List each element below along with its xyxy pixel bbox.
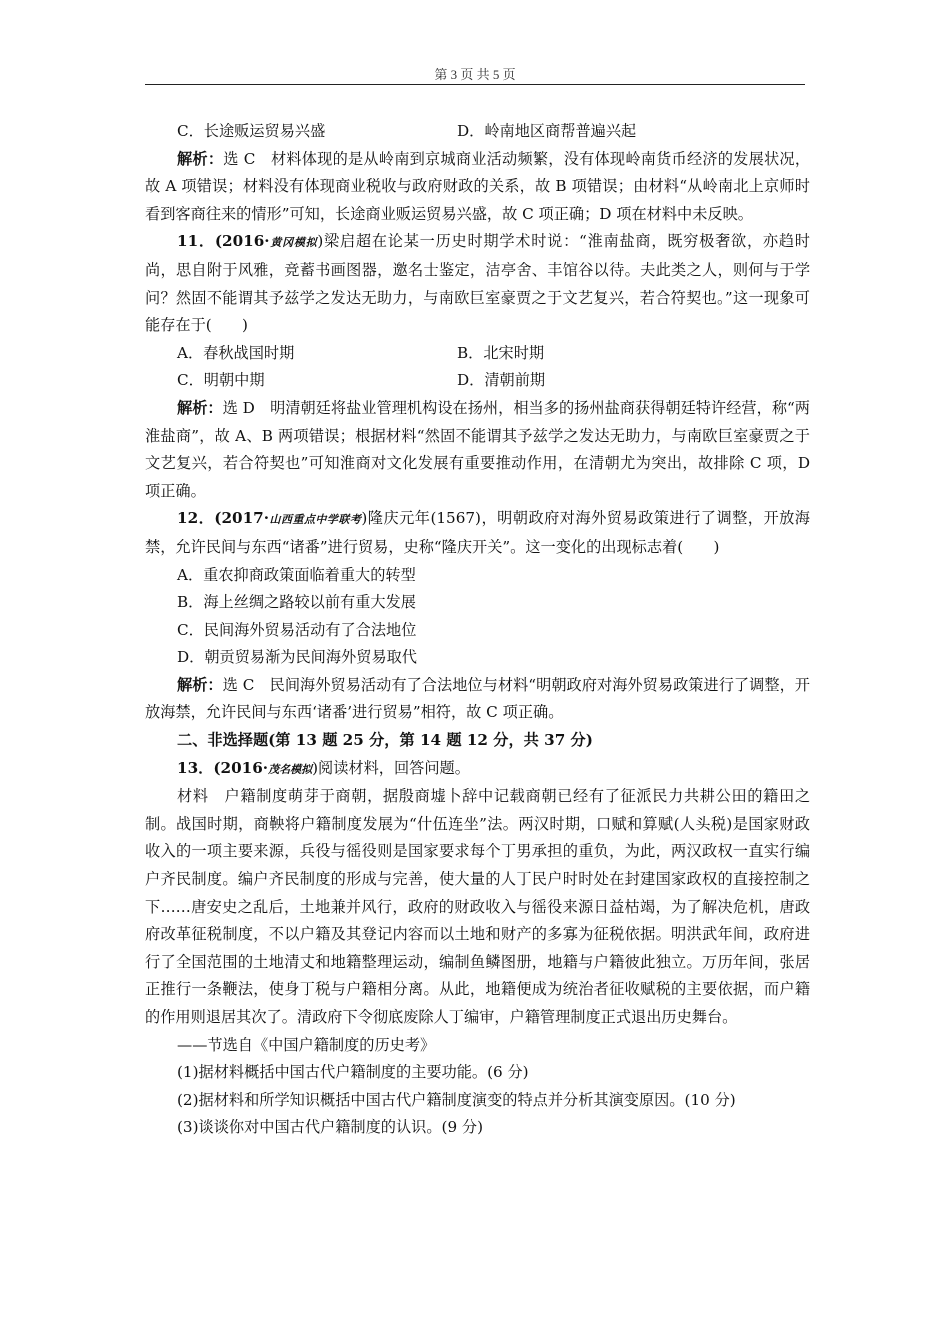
q13-citation: ——节选自《中国户籍制度的历史考》 — [177, 1035, 436, 1054]
q10-options-cd — [145, 118, 810, 146]
q13-stem-text: )阅读材料，回答问题。 — [312, 758, 470, 777]
q12-analysis-text: 选 C 民间海外贸易活动有了合法地位与材料“明朝政府对海外贸易政策进行了调整，开放海禁，允许民间与东西‘诸番’进行贸易”相符，故 C 项正确。 — [145, 675, 810, 722]
q12-option-b: B．海上丝绸之路较以前有重大发展 — [177, 593, 416, 612]
analysis-label: 解析： — [177, 398, 223, 417]
q11-source: 黄冈模拟 — [269, 236, 318, 250]
q13-stem — [145, 755, 810, 784]
q10-analysis-text: 选 C 材料体现的是从岭南到京城商业活动频繁，没有体现岭南货币经济的发展状况，故 A 项错误；材料没有体现商业税收与政府财政的关系，故 B 项错误；由材料“从岭南北上京师时看到客商往来的情形”可知，长途商业贩运贸易兴盛，故 C 项正确；D 项在材料中未反映。 — [145, 149, 811, 223]
q13-subquestion-2: (2)据材料和所学知识概括中国古代户籍制度演变的特点并分析其演变原因。(10 分) — [177, 1090, 736, 1109]
q11-option-c: C．明朝中期 — [177, 371, 265, 390]
q11-option-b: B．北宋时期 — [457, 343, 545, 362]
q10-analysis — [145, 146, 810, 229]
page-content — [145, 118, 810, 1142]
q11-stem — [145, 228, 810, 339]
q12-number: 12．(2017· — [177, 509, 270, 528]
q12-source: 山西重点中学联考 — [269, 513, 362, 527]
q13-source: 茂名模拟 — [268, 762, 313, 776]
q10-option-c: C．长途贩运贸易兴盛 — [177, 122, 326, 140]
page-header: 第 3 页 共 5 页 — [434, 67, 516, 82]
q13-subquestion-1: (1)据材料概括中国古代户籍制度的主要功能。(6 分) — [177, 1063, 529, 1082]
q11-analysis — [145, 395, 810, 505]
q12-analysis — [145, 672, 810, 727]
q11-stem-text: )梁启超在论某一历史时期学术时说：“淮南盐商，既穷极奢欲，亦趋时尚，思自附于风雅，竞蓄书画图器，邀名士鉴定，洁亭舍、丰馆谷以待。夫此类之人，则何与于学问？然固不能谓其予兹学之发达无助力，与南欧巨室豪贾之于文艺复兴，若合符契也。”这一现象可能存在于( ) — [145, 232, 810, 335]
q11-number: 11．(2016· — [177, 232, 270, 251]
q12-option-d: D．朝贡贸易渐为民间海外贸易取代 — [177, 648, 417, 667]
q13-material: 材料 户籍制度萌芽于商朝，据殷商墟卜辞中记载商朝已经有了征派民力共耕公田的籍田之制。战国时期，商鞅将户籍制度发展为“什伍连坐”法。两汉时期，口赋和算赋(人头税)是国家财政收入的一项主要来源，兵役与徭役则是国家要求每个丁男承担的重负，为此，两汉政权一直实行编户齐民制度。编户齐民制度的形成与完善，使大量的人丁民户时时处在封建国家政权的直接控制之下……唐安史之乱后，土地兼并风行，政府的财政收入与徭役来源日益枯竭，为了解决危机，唐政府改革征税制度，不以户籍及其登记内容而以土地和财产的多寡为征税依据。明洪武年间，政府进行了全国范围的土地清丈和地籍整理运动，编制鱼鳞图册，地籍与户籍彼此独立。万历年间，张居正推行一条鞭法，使身丁税与户籍相分离。从此，地籍便成为统治者征收赋税的主要依据，而户籍的作用则退居其次了。清政府下令彻底废除人丁编审，户籍管理制度正式退出历史舞台。 — [145, 787, 810, 1026]
q11-analysis-text: 选 D 明清朝廷将盐业管理机构设在扬州，相当多的扬州盐商获得朝廷特许经营，称“两淮盐商”，故 A、B 两项错误；根据材料“然固不能谓其予兹学之发达无助力，与南欧巨室豪贾之于文艺复兴，若合符契也”可知淮商对文化发展有重要推动作用，在清朝尤为突出，故排除 C 项，D 项正确。 — [145, 398, 810, 500]
header-divider — [145, 84, 805, 85]
q11-options-ab — [145, 340, 810, 368]
q12-stem — [145, 505, 810, 561]
q11-options-cd — [145, 367, 810, 395]
q10-option-d: D．岭南地区商帮普遍兴起 — [457, 122, 637, 140]
q12-option-a: A．重农抑商政策面临着重大的转型 — [177, 565, 416, 584]
q12-option-c: C．民间海外贸易活动有了合法地位 — [177, 620, 417, 639]
q13-subquestion-3: (3)谈谈你对中国古代户籍制度的认识。(9 分) — [177, 1118, 484, 1137]
q11-option-d: D．清朝前期 — [457, 371, 546, 390]
analysis-label: 解析： — [177, 149, 224, 168]
q11-option-a: A．春秋战国时期 — [177, 343, 295, 362]
q12-stem-text: )隆庆元年(1567)，明朝政府对海外贸易政策进行了调整，开放海禁，允许民间与东西“诸番”进行贸易，史称“隆庆开关”。这一变化的出现标志着( ) — [145, 509, 810, 556]
section-title: 二、非选择题(第 13 题 25 分，第 14 题 12 分，共 37 分) — [177, 731, 593, 750]
analysis-label: 解析： — [177, 675, 223, 694]
q13-number: 13．(2016· — [177, 758, 269, 777]
